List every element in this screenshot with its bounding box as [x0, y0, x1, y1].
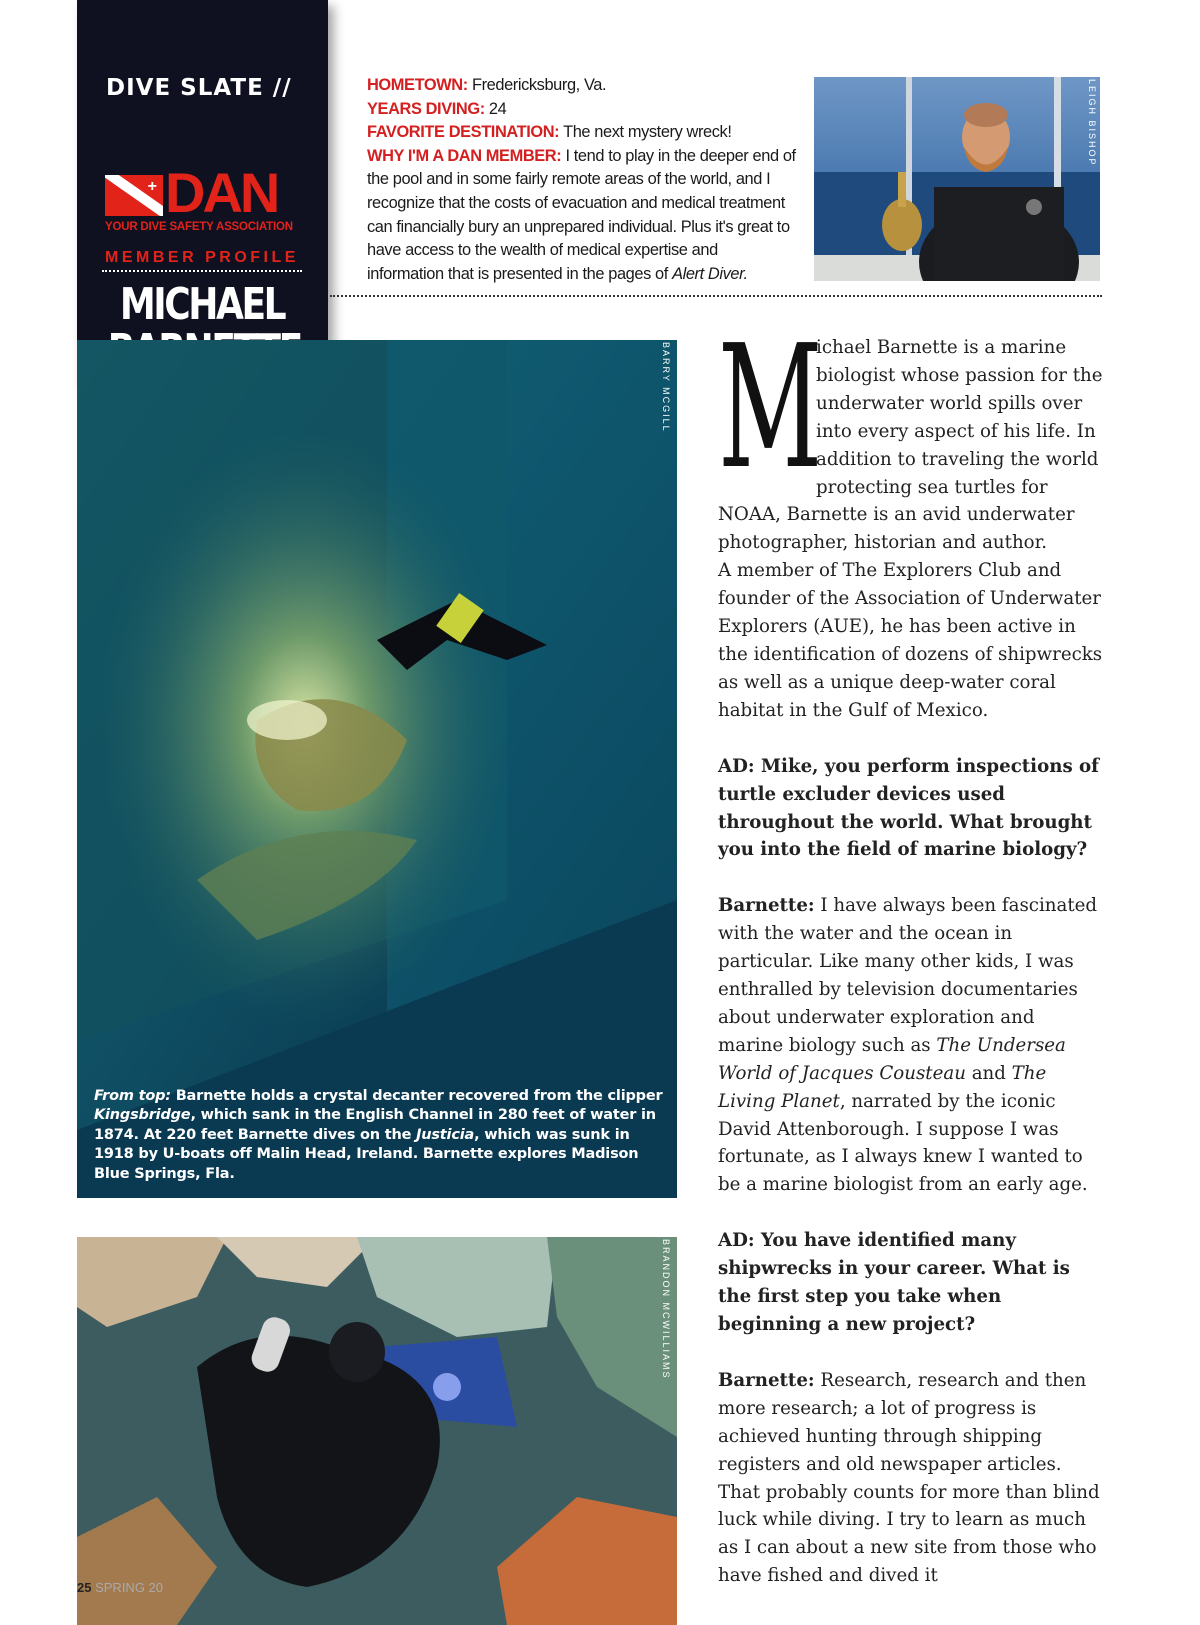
dotted-rule	[330, 295, 1102, 297]
dan-logo-word: DAN	[165, 161, 278, 224]
member-first-name: MICHAEL	[119, 279, 285, 330]
fact-why-member: WHY I'M A DAN MEMBER: I tend to play in the deeper end of the pool and in some fairly remote areas of the world, and I recognize that the costs of evacuation and medical treatment can financially bury an unprepared individual. Plus it's great to have access to the wealth of medical expertise and information that is presented in the pages of Alert Diver.	[367, 146, 796, 283]
member-profile-label: MEMBER PROFILE	[105, 249, 299, 266]
photo-credit-wreck: BARRY MCGILL	[661, 342, 671, 433]
wreck-photo	[77, 340, 677, 1198]
dive-slate-sidebar	[77, 0, 328, 384]
dan-logo-tagline: YOUR DIVE SAFETY ASSOCIATION	[105, 221, 293, 233]
dotted-divider	[102, 270, 302, 272]
fact-hometown: HOMETOWN: Fredericksburg, Va.	[367, 76, 607, 94]
cave-photo	[77, 1237, 677, 1625]
dive-flag-icon: +	[105, 175, 163, 216]
dan-logo	[105, 161, 305, 235]
article-intro: ichael Barnette is a marine biologist whose passion for the underwater world spills over into every aspect of his life. In addition to traveling the world protecting sea turtles for NOAA, Barnette is an avid underwater photographer, historian and author.	[718, 337, 1103, 554]
photo-credit-cave: BRANDON MCWILLIAMS	[661, 1239, 671, 1380]
interview-answer-1: Barnette: I have always been fascinated with the water and the ocean in particular. Like many other kids, I was enthralled by television documentaries about underwater exploration and marine biology such as The Undersea World of Jacques Cousteau and The Living Planet, narrated by the iconic David Attenborough. I suppose I was fortunate, as I always knew I wanted to be a marine biologist from an early age.	[718, 895, 1098, 1196]
interview-question-2: AD: You have identified many shipwrecks in your career. What is the first step you take when beginning a new project?	[718, 1230, 1070, 1335]
fact-years-diving: YEARS DIVING: 24	[367, 99, 507, 118]
article-intro-2: A member of The Explorers Club and founder of the Association of Underwater Explorers (AUE), he has been active in the identification of dozens of shipwrecks as well as a unique deep-water coral habitat in the Gulf of Mexico.	[718, 560, 1103, 721]
page-folio: 25 SPRING 20	[77, 1580, 164, 1595]
fact-destination: FAVORITE DESTINATION: The next mystery wreck!	[367, 123, 732, 142]
photo-diver-with-decanter	[814, 77, 1100, 281]
article-body	[718, 309, 1103, 1590]
interview-question-1: AD: Mike, you perform inspections of turtle excluder devices used throughout the world. What brought you into the field of marine biology?	[718, 755, 1099, 861]
member-facts	[367, 74, 797, 286]
photo-madison-blue-springs	[77, 1237, 677, 1625]
photo-justicia-wreck	[77, 340, 677, 1198]
photo-credit-top: LEIGH BISHOP	[1087, 79, 1097, 167]
boat-photo	[814, 77, 1100, 281]
interview-answer-2: Barnette: Research, research and then more research; a lot of progress is achieved hunting through shipping registers and old newspaper articles. That probably counts for more than blind luck while diving. I try to learn as much as I can about a new site from those who have fished and dived it	[718, 1369, 1100, 1587]
section-label: DIVE SLATE //	[106, 75, 292, 101]
drop-cap: M	[718, 309, 823, 507]
photo-caption: From top: Barnette holds a crystal decanter recovered from the clipper Kingsbridge, which sank in the English Channel in 280 feet of water in 1874. At 220 feet Barnette dives on the Justicia, which was sunk in 1918 by U-boats off Malin Head, Ireland. Barnette explores Madison Blue Springs, Fla.	[94, 1087, 663, 1182]
